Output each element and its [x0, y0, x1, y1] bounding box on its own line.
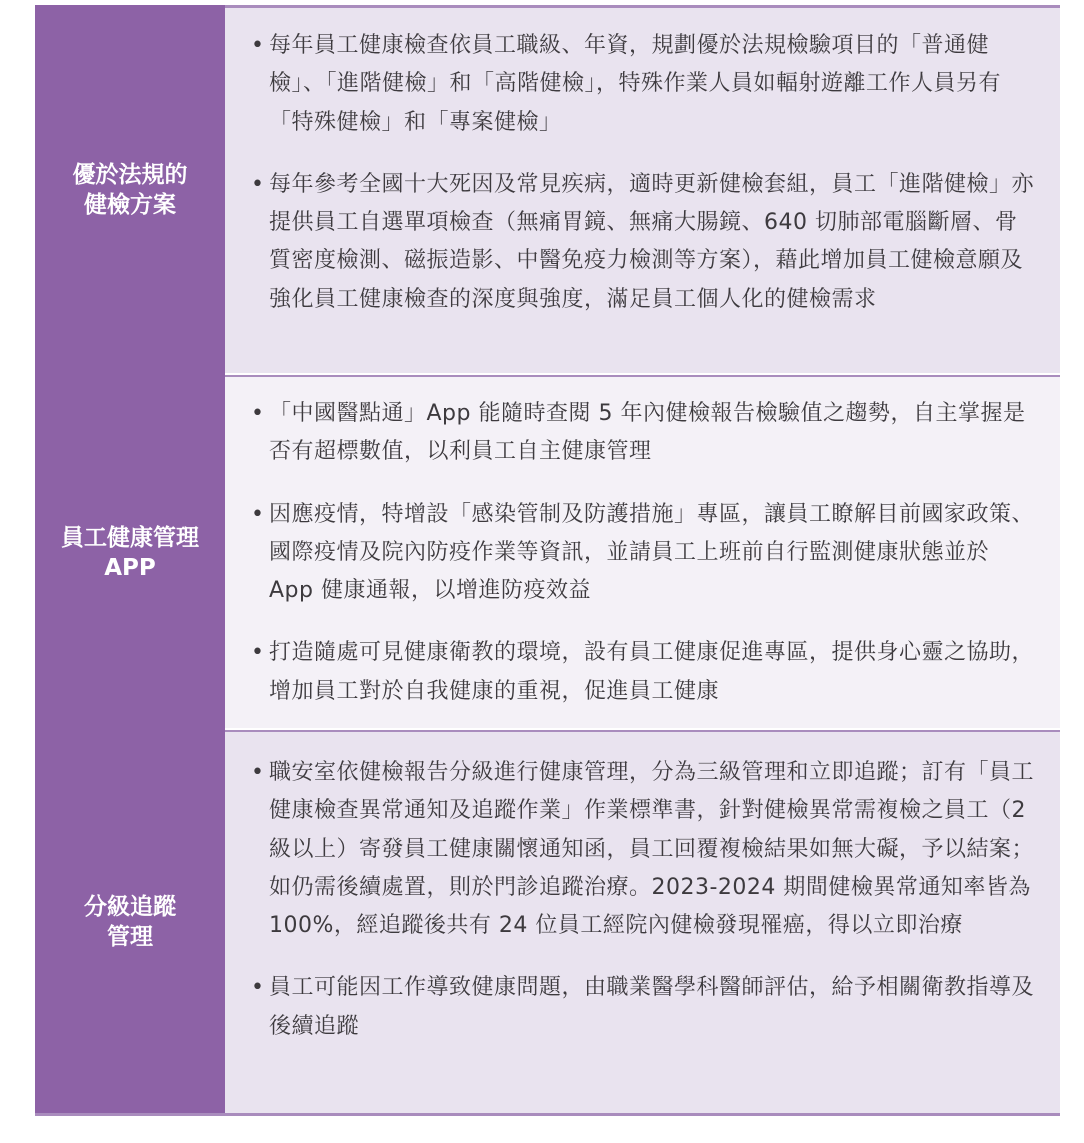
row-heading-line: 優於法規的	[72, 162, 188, 188]
list-item-text: 「中國醫點通」App 能隨時查閱 5 年內健檢報告檢驗值之趨勢，自主掌握是否有超標數值，以利員工自主健康管理	[269, 401, 1026, 465]
list-item-text: 因應疫情，特增設「感染管制及防護措施」專區，讓員工瞭解目前國家政策、國際疫情及院內防疫作業等資訊，並請員工上班前自行監測健康狀態並於 App 健康通報，以增進防疫效益	[269, 501, 1035, 604]
list-item	[251, 634, 1036, 711]
row-content	[225, 375, 1060, 730]
list-item	[251, 395, 1036, 472]
health-management-table	[35, 5, 1060, 1113]
row-heading	[35, 375, 225, 730]
row-divider	[225, 5, 1060, 8]
list-item	[251, 496, 1036, 611]
bullet-icon: •	[251, 501, 265, 527]
bullet-icon: •	[251, 33, 265, 58]
list-item-text: 員工可能因工作導致健康問題，由職業醫學科醫師評估，給予相關衛教指導及後續追蹤	[269, 975, 1035, 1039]
table-row	[35, 5, 1060, 375]
list-item-text: 職安室依健檢報告分級進行健康管理，分為三級管理和立即追蹤；訂有「員工健康檢查異常通知及追蹤作業」作業標準書，針對健檢異常需複檢之員工（2 級以上）寄發員工健康關懷通知函，員工回覆複檢結果如無大礙，予以結案；如仍需後續處置，則於門診追蹤治療。2023-2024 期間健檢異常通知率皆為 100%，經追蹤後共有 24 位員工經院內健檢發現罹癌，得以立即治療	[269, 760, 1035, 939]
bullet-icon: •	[251, 760, 265, 785]
row-heading-line: 員工健康管理	[61, 524, 199, 551]
list-item	[251, 754, 1036, 945]
table-row	[35, 375, 1060, 730]
row-divider	[225, 730, 1060, 732]
row-heading-line: 健檢方案	[84, 192, 176, 218]
table-row	[35, 730, 1060, 1113]
bullet-icon: •	[251, 401, 265, 426]
list-item	[251, 969, 1036, 1046]
list-item-text: 打造隨處可見健康衛教的環境，設有員工健康促進專區，提供身心靈之協助，增加員工對於自我健康的重視，促進員工健康	[269, 640, 1035, 704]
row-heading-line: 管理	[107, 923, 153, 950]
bullet-icon: •	[251, 975, 265, 1001]
list-item-text: 每年員工健康檢查依員工職級、年資，規劃優於法規檢驗項目的「普通健檢」、「進階健檢」和「高階健檢」，特殊作業人員如輻射遊離工作人員另有「特殊健檢」和「專案健檢」	[269, 33, 1002, 135]
row-content	[225, 5, 1060, 375]
row-heading	[35, 730, 225, 1113]
bullet-icon: •	[251, 640, 265, 666]
list-item-text: 每年參考全國十大死因及常見疾病，適時更新健檢套組，員工「進階健檢」亦提供員工自選單項檢查（無痛胃鏡、無痛大腸鏡、640 切肺部電腦斷層、骨質密度檢測、磁振造影、中醫免疫力檢測等方案），藉此增加員工健檢意願及強化員工健康檢查的深度與強度，滿足員工個人化的健檢需求	[269, 171, 1035, 312]
list-item	[251, 166, 1036, 319]
bullet-icon: •	[251, 171, 265, 197]
row-divider	[225, 375, 1060, 377]
row-heading	[35, 5, 225, 375]
row-heading-line: 分級追蹤	[84, 893, 176, 920]
list-item	[251, 27, 1036, 142]
table-bottom-rule	[35, 1113, 1060, 1116]
row-heading-line: APP	[104, 554, 156, 581]
row-content	[225, 730, 1060, 1113]
